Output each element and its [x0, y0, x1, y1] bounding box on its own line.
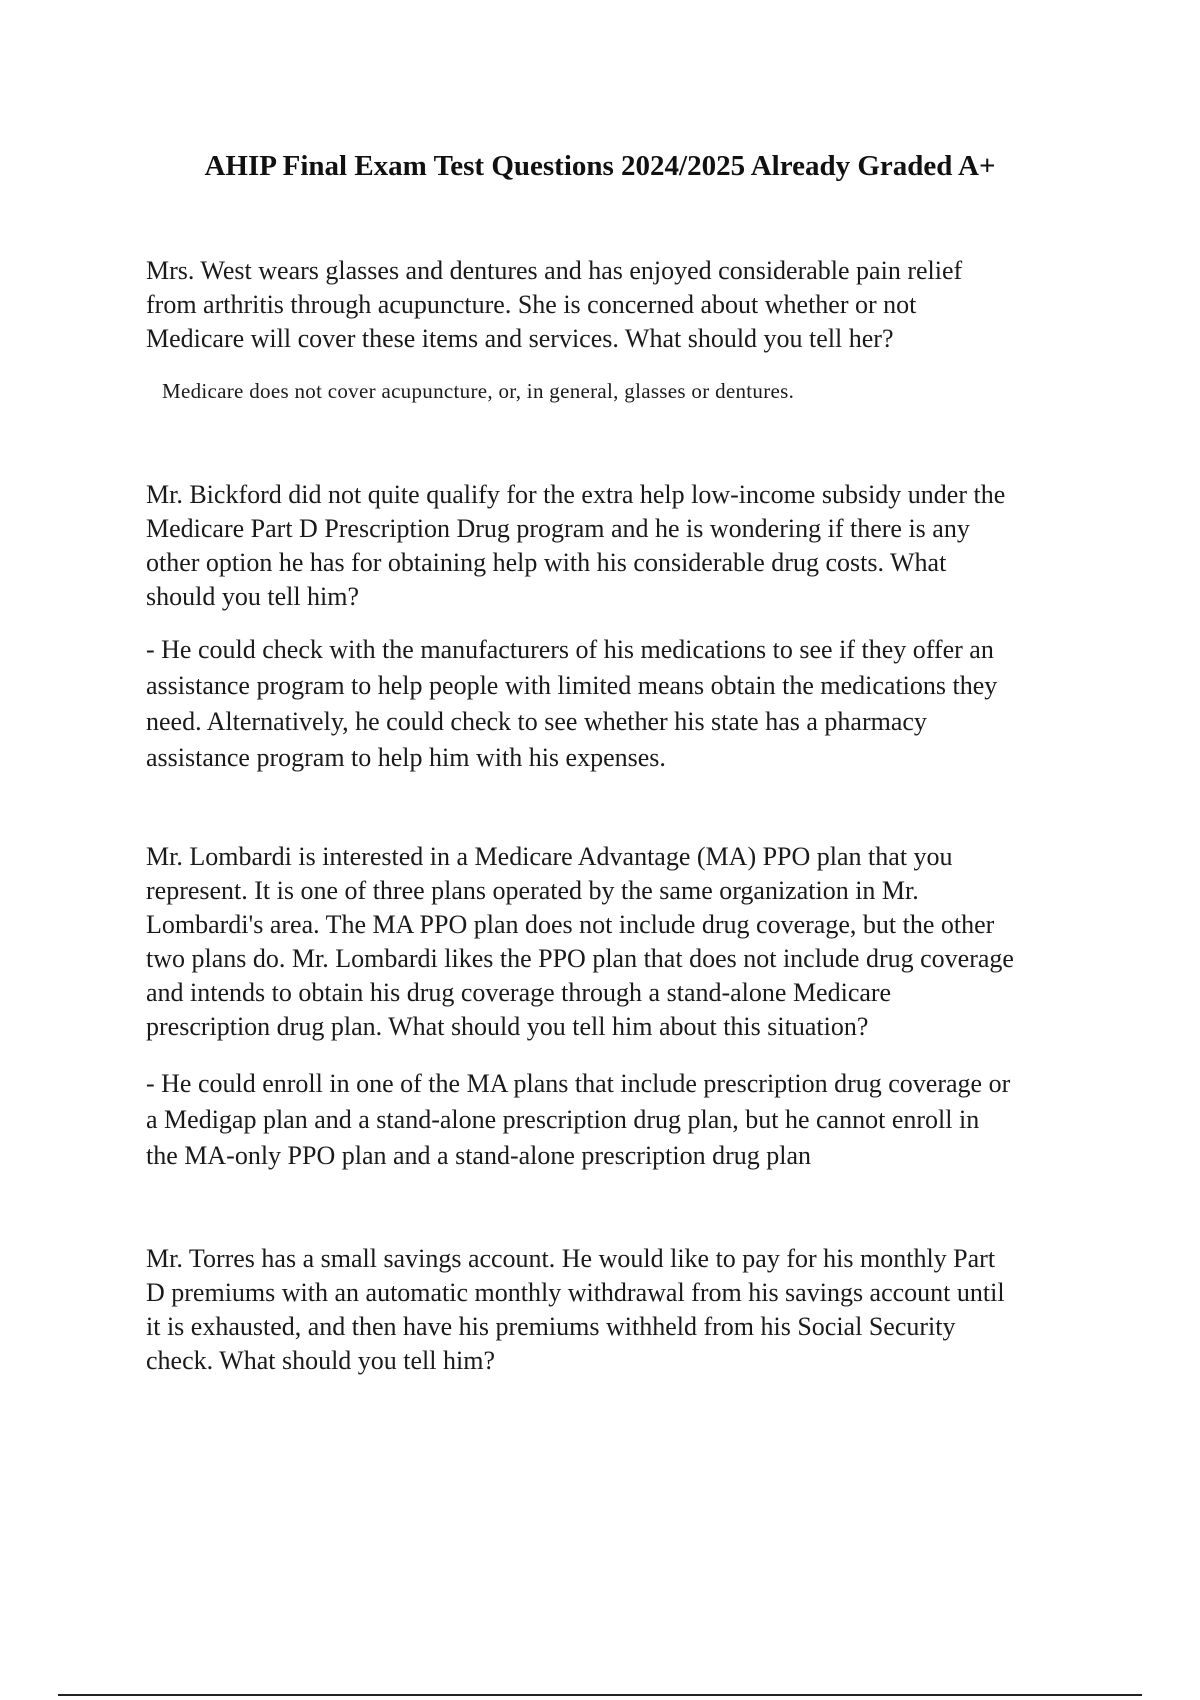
answer-2: - He could check with the manufacturers of his medications to see if they offer an assistance program to help people with limited means obtain the medications they need. Alternatively, he could check to see whether his state has a pharmacy assistance program to help him with his expenses. — [146, 635, 998, 772]
answer-3: - He could enroll in one of the MA plans that include prescription drug coverage or a Medigap plan and a stand-alone prescription drug plan, but he cannot enroll in the MA-only PPO plan and a stand-alone prescription drug plan — [146, 1069, 1011, 1170]
question-2: Mr. Bickford did not quite qualify for the extra help low-income subsidy under the Medicare Part D Prescription Drug program and he is wondering if there is any other option he has for obtaining help with his considerable drug costs. What should you tell him? — [146, 480, 1006, 611]
answer-1: Medicare does not cover acupuncture, or, in general, glasses or dentures. — [162, 379, 795, 403]
question-1: Mrs. West wears glasses and dentures and has enjoyed considerable pain relief from arthritis through acupuncture. She is concerned about whether or not Medicare will cover these items and services. What should you tell her? — [146, 256, 963, 353]
document-title: AHIP Final Exam Test Questions 2024/2025 Already Graded A+ — [204, 150, 996, 182]
question-3: Mr. Lombardi is interested in a Medicare Advantage (MA) PPO plan that you represent. It is one of three plans operated by the same organization in Mr. Lombardi's area. The MA PPO plan does not include drug coverage, but the other two plans do. Mr. Lombardi likes the PPO plan that does not include drug coverage and intends to obtain his drug coverage through a stand-alone Medicare prescription drug plan. What should you tell him about this situation? — [146, 842, 1014, 1041]
footer-divider — [58, 1694, 1142, 1696]
question-4: Mr. Torres has a small savings account. He would like to pay for his monthly Part D premiums with an automatic monthly withdrawal from his savings account until it is exhausted, and then have his premiums withheld from his Social Security check. What should you tell him? — [146, 1244, 1005, 1375]
